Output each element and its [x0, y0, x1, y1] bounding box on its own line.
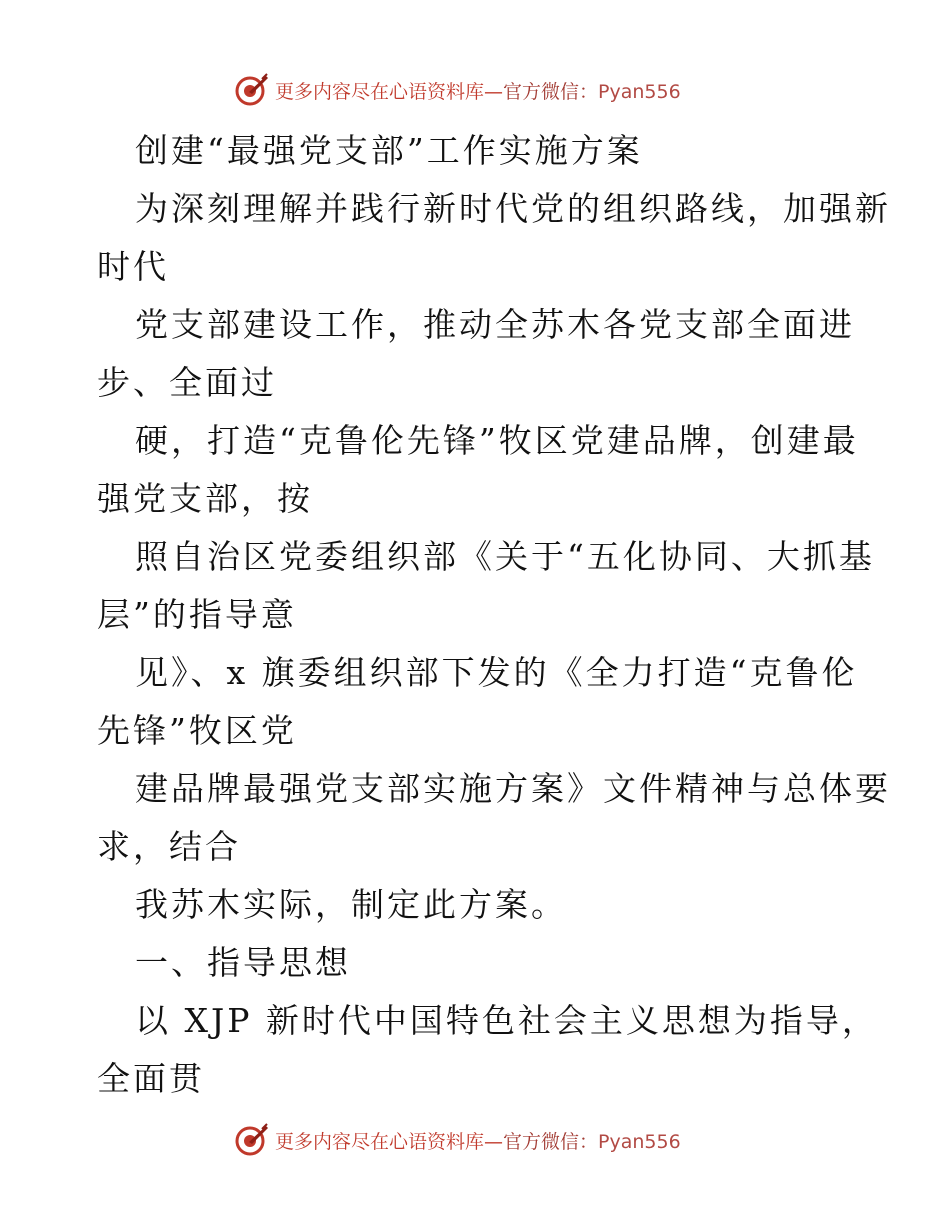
section-heading: 一、指导思想 [135, 943, 351, 982]
watermark-site-text: 更多内容尽在心语资料库 [275, 1130, 485, 1153]
quill-seal-icon [235, 1123, 269, 1157]
paragraph-line: 见》、x 旗委组织部下发的《全力打造“克鲁伦 [135, 653, 858, 692]
paragraph-line: 建品牌最强党支部实施方案》文件精神与总体要 [135, 769, 891, 808]
watermark-wechat-id: Pyan556 [598, 1130, 681, 1153]
watermark-text [275, 77, 681, 104]
paragraph-line: 步、全面过 [97, 363, 277, 402]
paragraph-line: 照自治区党委组织部《关于“五化协同、大抓基 [135, 537, 875, 576]
watermark-site-text: 更多内容尽在心语资料库 [275, 80, 485, 103]
watermark-wechat-label: 官方微信： [503, 80, 599, 103]
paragraph-line: 我苏木实际，制定此方案。 [135, 885, 567, 924]
header-watermark [235, 72, 681, 108]
watermark-dash: — [484, 1130, 504, 1153]
paragraph-line: 为深刻理解并践行新时代党的组织路线，加强新 [135, 189, 891, 228]
watermark-wechat-label: 官方微信： [503, 1130, 599, 1153]
paragraph-line: 硬，打造“克鲁伦先锋”牧区党建品牌，创建最 [135, 421, 859, 460]
paragraph-line: 强党支部，按 [97, 479, 313, 518]
paragraph-line: 党支部建设工作，推动全苏木各党支部全面进 [135, 305, 855, 344]
paragraph-line: 先锋”牧区党 [97, 711, 297, 750]
quill-seal-icon [235, 73, 269, 107]
paragraph-line: 层”的指导意 [97, 595, 297, 634]
watermark-text [275, 1127, 681, 1154]
paragraph-line: 全面贯 [97, 1059, 205, 1098]
paragraph-line: 以 XJP 新时代中国特色社会主义思想为指导， [135, 1001, 878, 1040]
document-body [97, 122, 891, 1108]
footer-watermark [235, 1122, 681, 1158]
watermark-dash: — [484, 80, 504, 103]
paragraph-line: 求，结合 [97, 827, 241, 866]
document-title: 创建“最强党支部”工作实施方案 [135, 131, 643, 170]
paragraph-line: 时代 [97, 247, 169, 286]
watermark-wechat-id: Pyan556 [598, 80, 681, 103]
